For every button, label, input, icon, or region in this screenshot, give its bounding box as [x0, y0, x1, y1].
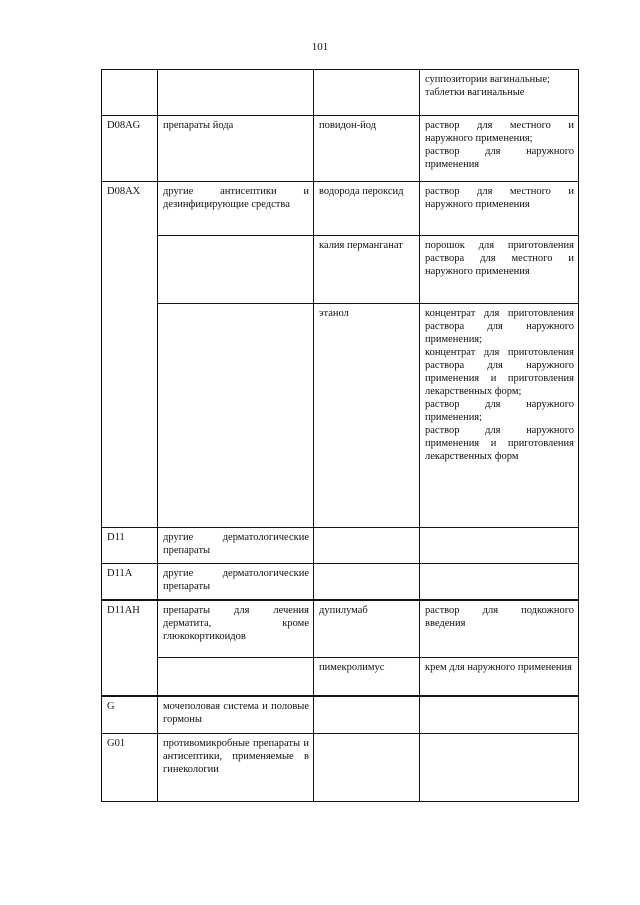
dosage-form: раствор для местного и наружного применения: [425, 186, 574, 210]
atc-code-cell: G: [102, 696, 158, 734]
table-row: [102, 564, 579, 600]
dosage-forms-cell: [420, 600, 579, 658]
dosage-form: порошок для приготовления раствора для местного и наружного применения: [425, 240, 574, 277]
drug-name-cell: [314, 70, 420, 116]
table-row: [102, 600, 579, 658]
group-name-cell: другие дерматологические препараты: [158, 528, 314, 564]
dosage-forms-cell: [420, 658, 579, 696]
group-name-cell: другие дерматологические препараты: [158, 564, 314, 600]
table-row: [102, 734, 579, 802]
table-row: [102, 696, 579, 734]
dosage-form: крем для наружного применения: [425, 662, 573, 673]
drug-name-cell: [314, 734, 420, 802]
drug-name-cell: дупилумаб: [314, 600, 420, 658]
dosage-forms-cell: [420, 734, 579, 802]
dosage-form: раствор для наружного применения: [425, 146, 574, 170]
dosage-form: раствор для подкожного введения: [425, 604, 574, 629]
dosage-forms-cell: [420, 116, 579, 182]
atc-code-cell: [102, 304, 158, 528]
group-name-cell: [158, 236, 314, 304]
atc-code-cell: D11A: [102, 564, 158, 600]
atc-code-cell: D11: [102, 528, 158, 564]
dosage-form: концентрат для приготовления раствора для наружного применения и приготовления лекарственных форм;: [425, 347, 574, 397]
dosage-form: раствор для наружного применения;: [425, 399, 574, 423]
atc-code-cell: [102, 70, 158, 116]
table-row: [102, 658, 579, 696]
atc-code-cell: G01: [102, 734, 158, 802]
atc-code-cell: [102, 658, 158, 696]
table-row: [102, 236, 579, 304]
dosage-forms-cell: [420, 564, 579, 600]
group-name-cell: противомикробные препараты и антисептики, применяемые в гинекологии: [158, 734, 314, 802]
atc-code-cell: D08AG: [102, 116, 158, 182]
group-name-cell: [158, 658, 314, 696]
dosage-forms-cell: [420, 70, 579, 116]
dosage-form: раствор для наружного применения и приготовления лекарственных форм: [425, 425, 574, 462]
group-name-cell: другие антисептики и дезинфицирующие средства: [158, 182, 314, 236]
atc-code-cell: D08AX: [102, 182, 158, 236]
table-row: [102, 182, 579, 236]
dosage-form: концентрат для приготовления раствора для наружного применения;: [425, 308, 574, 345]
dosage-forms-cell: [420, 236, 579, 304]
dosage-forms-cell: [420, 696, 579, 734]
drug-name-cell: водорода пероксид: [314, 182, 420, 236]
table-row: [102, 70, 579, 116]
drug-name-cell: повидон-йод: [314, 116, 420, 182]
dosage-form: таблетки вагинальные: [425, 87, 525, 98]
table-row: [102, 528, 579, 564]
dosage-form: раствор для местного и наружного применения;: [425, 120, 574, 144]
group-name-cell: мочеполовая система и половые гормоны: [158, 696, 314, 734]
drug-table: [101, 69, 579, 802]
atc-code-cell: [102, 236, 158, 304]
drug-name-cell: [314, 528, 420, 564]
dosage-forms-cell: [420, 304, 579, 528]
drug-name-cell: пимекролимус: [314, 658, 420, 696]
table-row: [102, 116, 579, 182]
group-name-cell: [158, 70, 314, 116]
dosage-forms-cell: [420, 182, 579, 236]
table-row: [102, 304, 579, 528]
drug-name-cell: этанол: [314, 304, 420, 528]
drug-name-cell: [314, 696, 420, 734]
drug-name-cell: [314, 564, 420, 600]
group-name-cell: [158, 304, 314, 528]
group-name-cell: препараты йода: [158, 116, 314, 182]
atc-code-cell: D11AH: [102, 600, 158, 658]
group-name-cell: препараты для лечения дерматита, кроме глюкокортикоидов: [158, 600, 314, 658]
page-number: 101: [311, 41, 329, 53]
dosage-form: суппозитории вагинальные;: [425, 74, 550, 85]
dosage-forms-cell: [420, 528, 579, 564]
drug-name-cell: калия перманганат: [314, 236, 420, 304]
